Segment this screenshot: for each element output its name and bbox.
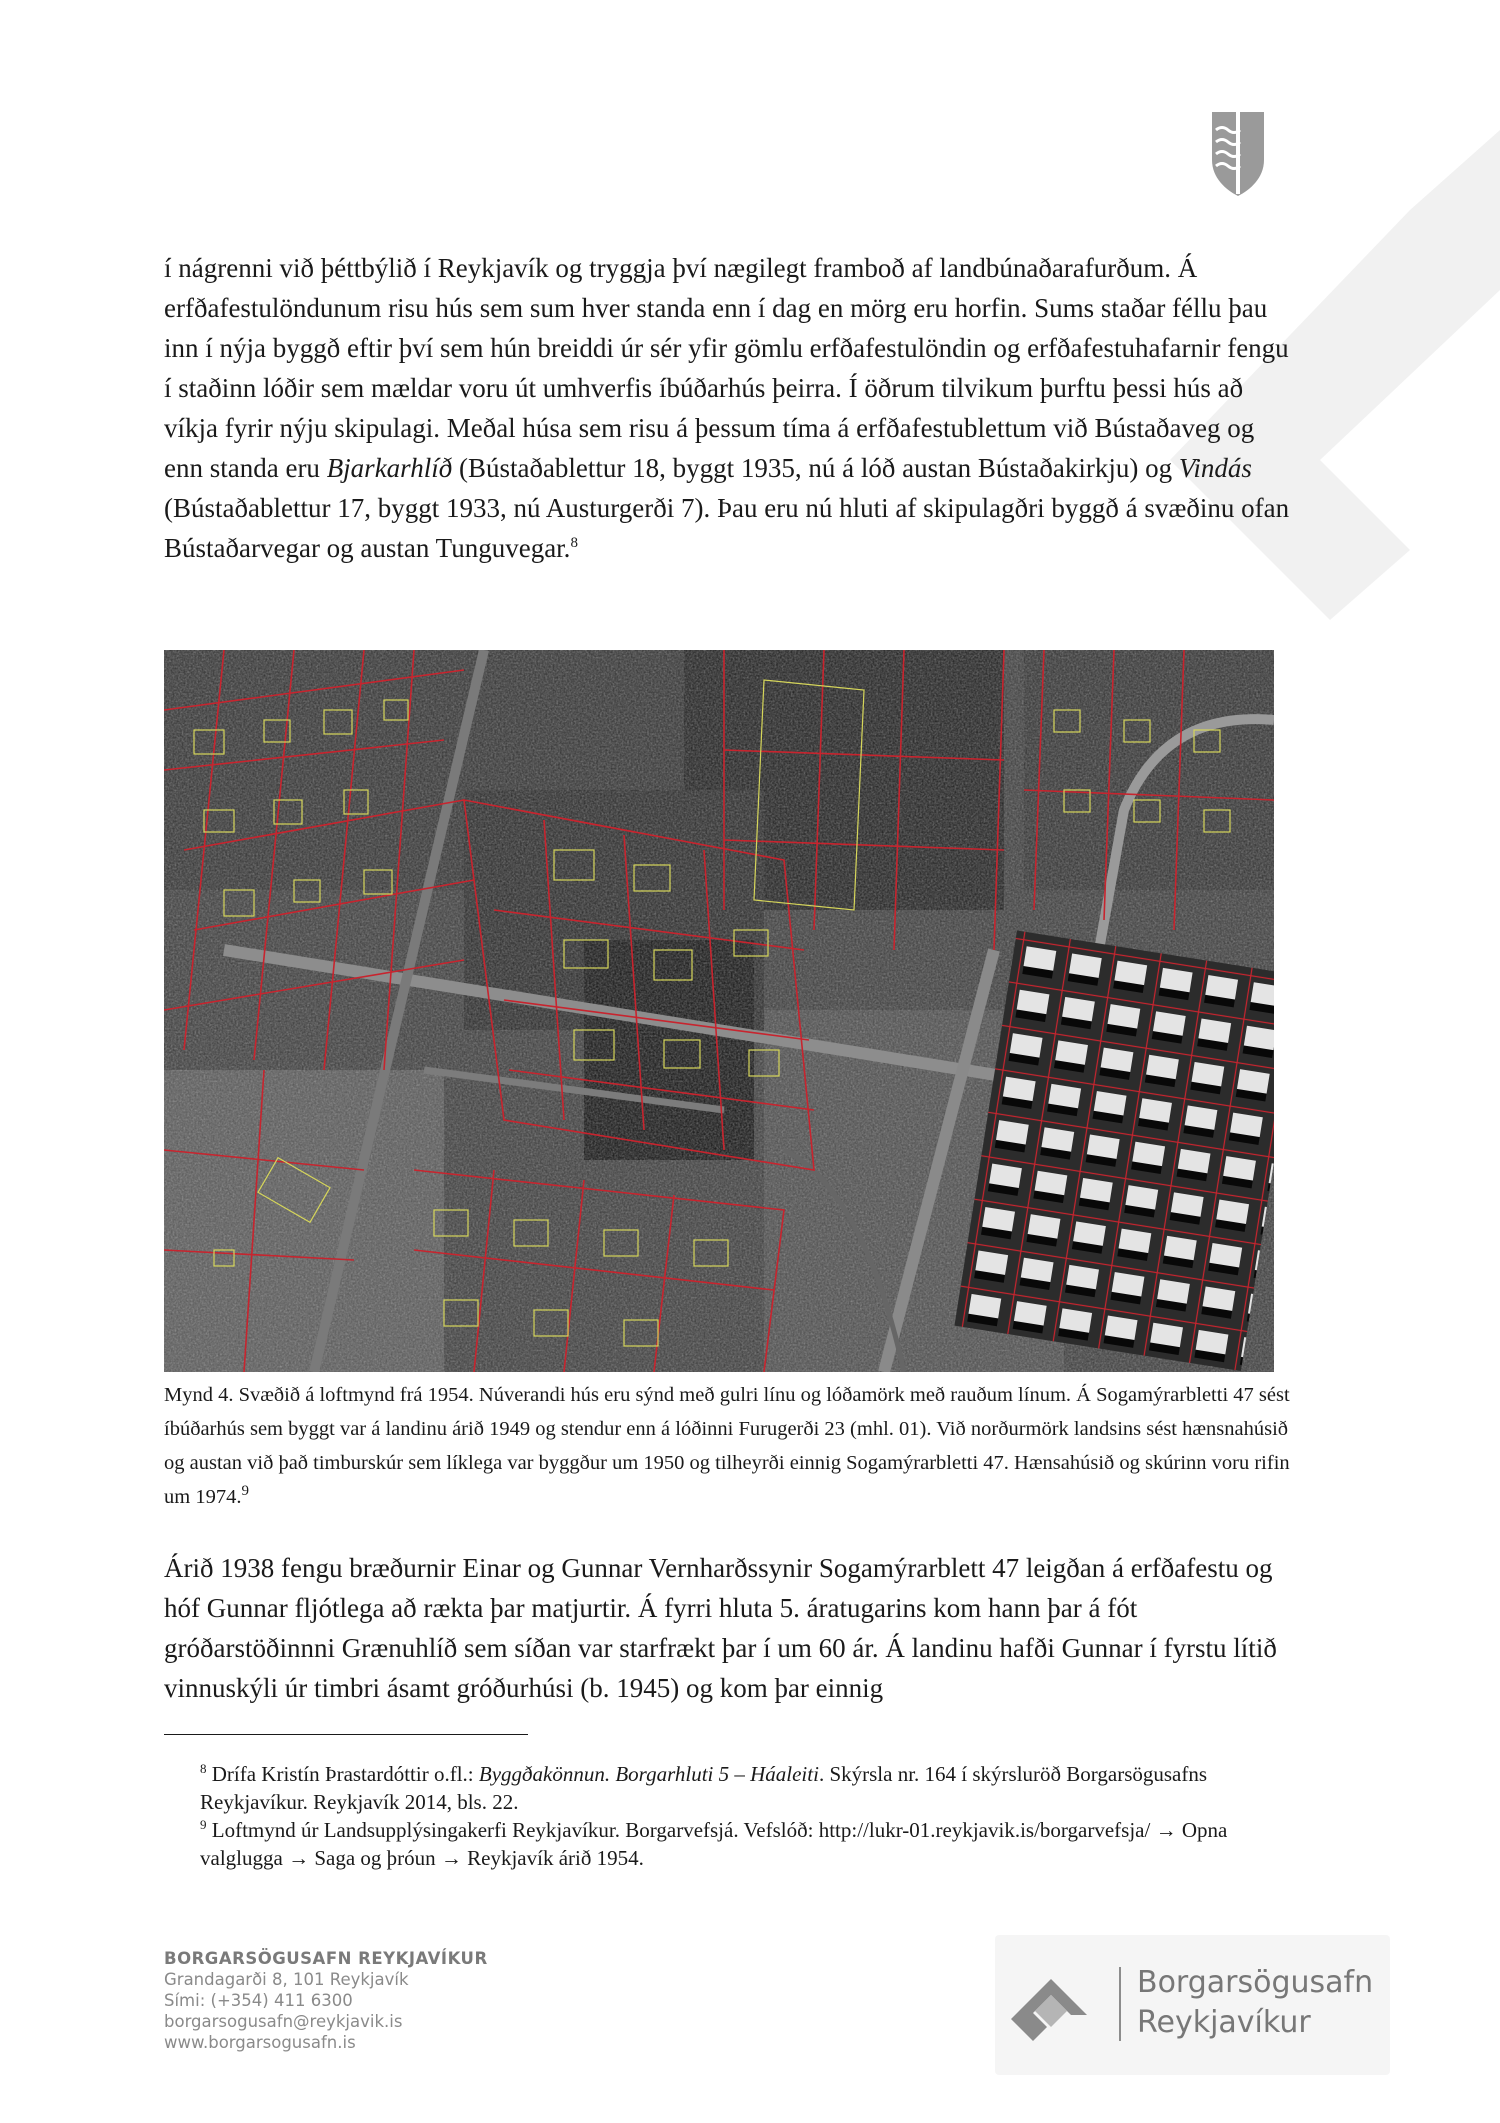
arrow-right-icon: →: [1155, 1818, 1177, 1842]
footer-email[interactable]: borgarsogusafn@reykjavik.is: [164, 2012, 403, 2031]
house-name-vindas: Vindás: [1178, 453, 1252, 483]
footnote-ref-8[interactable]: 8: [570, 535, 578, 551]
footer-address: Grandagarði 8, 101 Reykjavík: [164, 1970, 409, 1989]
footnotes: [200, 1760, 1290, 1872]
footnote-step: Opna valglugga: [200, 1818, 1228, 1870]
footnote-divider: [164, 1734, 528, 1735]
footnote-number: 8: [200, 1761, 207, 1776]
aerial-photo-1954: [164, 650, 1274, 1372]
reykjavik-crest-icon: [1208, 108, 1268, 198]
paragraph-text: í nágrenni við þéttbýlið í Reykjavík og tryggja því nægilegt framboð af landbúnaðarafurðum. Á erfðafestulöndunum risu hús sem sum hver standa enn í dag en mörg eru horfin. Sums staðar féllu þau inn í nýja byggð eftir því sem hún breiddi úr sér yfir gömlu erfðafestulöndin og erfðafestuhafarnir fengu í staðinn lóðir sem mældar voru út umhverfis íbúðarhús þeirra. Í öðrum tilvikum þurftu þessi hús að víkja fyrir nýju skipulagi. Meðal húsa sem risu á þessum tíma á erfðafestublettum við Bústaðaveg og enn standa eru: [164, 253, 1289, 483]
caption-text: Mynd 4. Svæðið á loftmynd frá 1954. Núverandi hús eru sýnd með gulri línu og lóðamörk með rauðum línum. Á Sogamýrarbletti 47 sést íbúðarhús sem byggt var á landinu árið 1949 og stendur enn á lóðinni Furugerði 23 (mhl. 01). Við norðurmörk landsins sést hænsnahúsið og austan við það timburskúr sem líklega var byggður um 1950 og tilheyrði einnig Sogamýrarbletti 47. Hænsahúsið og skúrinn voru rifin um 1974.: [164, 1384, 1290, 1508]
house-name-bjarkarhlid: Bjarkarhlíð: [326, 453, 453, 483]
footnote-8: [200, 1760, 1290, 1816]
footnote-step: Reykjavík árið 1954.: [461, 1846, 644, 1870]
footnote-9: [200, 1816, 1290, 1872]
footer-contact: [164, 1948, 488, 2053]
footnote-text: Loftmynd úr Landsupplýsingakerfi Reykjavíkur. Borgarvefsjá. Vefslóð: http://lukr-01.reykjavik.is/borgarvefsja/: [206, 1818, 1156, 1842]
footnote-ref-9[interactable]: 9: [241, 1483, 249, 1500]
logo-divider: [1119, 1967, 1121, 2041]
footnote-author: Drífa Kristín Þrastardóttir o.fl.:: [206, 1762, 479, 1786]
footer-phone: Sími: (+354) 411 6300: [164, 1991, 353, 2010]
body-paragraph-2: Árið 1938 fengu bræðurnir Einar og Gunnar Vernharðssynir Sogamýrarblett 47 leigðan á erfðafestu og hóf Gunnar fljótlega að rækta þar matjurtir. Á fyrri hluta 5. áratugarins kom hann þar á fót gróðarstöðinnni Grænuhlíð sem síðan var starfrækt þar í um 60 ár. Á landinu hafði Gunnar í fyrstu lítið vinnuskýli úr timbri ásamt gróðurhúsi (b. 1945) og kom þar einnig: [164, 1553, 1277, 1703]
logo-name-line2: Reykjavíkur: [1137, 2005, 1311, 2040]
footer-website[interactable]: www.borgarsogusafn.is: [164, 2033, 356, 2052]
logo-name-line1: Borgarsögusafn: [1137, 1965, 1374, 2000]
arrow-right-icon: →: [288, 1846, 310, 1870]
footer-org-name: BORGARSÖGUSAFN REYKJAVÍKUR: [164, 1949, 488, 1968]
logo-chevron-icon: [1011, 1965, 1101, 2045]
paragraph-text: (Bústaðablettur 18, byggt 1935, nú á lóð austan Bústaðakirkju) og: [452, 453, 1179, 483]
borgarsogusafn-logo: [995, 1935, 1390, 2075]
footnote-title: Byggðakönnun. Borgarhluti 5 – Háaleiti: [478, 1762, 819, 1786]
figure-caption: [164, 1378, 1294, 1514]
footnote-step: Saga og þróun: [309, 1846, 441, 1870]
body-paragraph-1: [164, 248, 1294, 568]
paragraph-text: (Bústaðablettur 17, byggt 1933, nú Austurgerði 7). Þau eru nú hluti af skipulagðri byggð á svæðinu ofan Bústaðarvegar og austan Tunguvegar.: [164, 493, 1290, 563]
footnote-number: 9: [200, 1817, 207, 1832]
footnote-text: . Skýrsla nr. 164 í skýrsluröð Borgarsögusafns Reykjavíkur. Reykjavík 2014, bls. 22.: [200, 1762, 1208, 1814]
arrow-right-icon: →: [440, 1846, 462, 1870]
